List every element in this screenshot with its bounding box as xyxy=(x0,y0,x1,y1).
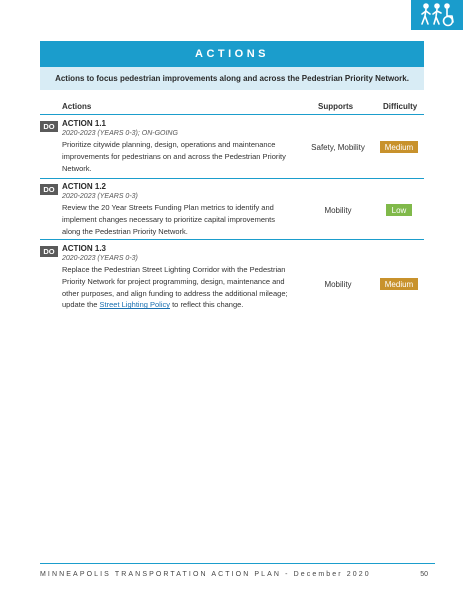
column-header-difficulty: Difficulty xyxy=(383,102,418,111)
action-description: Prioritize citywide planning, design, operations and maintenance improvements for pedestrians on and across the Pedestrian Priority Network. xyxy=(62,140,286,173)
street-lighting-policy-link[interactable]: Street Lighting Policy xyxy=(99,300,171,310)
difficulty-tag: Medium xyxy=(380,278,418,290)
footer-title: MINNEAPOLIS TRANSPORTATION ACTION PLAN - December 2020 xyxy=(40,571,371,578)
action-body xyxy=(62,119,288,174)
column-header-supports: Supports xyxy=(318,102,354,111)
action-body xyxy=(62,244,288,311)
do-badge: DO xyxy=(40,246,58,257)
action-title: ACTION 1.1 xyxy=(62,119,107,128)
difficulty-tag: Low xyxy=(386,204,412,216)
section-title: ACTIONS xyxy=(40,41,424,67)
action-description xyxy=(62,264,288,311)
page-number: 50 xyxy=(420,571,428,578)
action-supports: Safety, Mobility xyxy=(311,143,365,152)
section-badge xyxy=(411,0,463,30)
row-divider xyxy=(40,178,424,179)
action-description-text: to reflect this change. xyxy=(170,300,244,310)
action-supports: Mobility xyxy=(324,206,352,215)
do-badge: DO xyxy=(40,184,58,195)
action-timeframe: 2020-2023 (YEARS 0-3) xyxy=(62,193,138,200)
do-badge: DO xyxy=(40,121,58,132)
action-body xyxy=(62,182,288,237)
pedestrian-wheelchair-icon xyxy=(417,2,457,28)
action-supports: Mobility xyxy=(324,280,352,289)
action-title: ACTION 1.3 xyxy=(62,244,107,253)
action-title: ACTION 1.2 xyxy=(62,182,107,191)
row-divider xyxy=(40,239,424,240)
action-row xyxy=(40,181,424,239)
action-description-text: Replace the Pedestrian Street Lighting Corridor with the Pedestrian Priority Network for project programming, design, maintenance and other purposes, and align funding to address the additional mileage; update the xyxy=(62,265,288,310)
column-header-actions: Actions xyxy=(62,102,92,111)
action-description: Review the 20 Year Streets Funding Plan metrics to identify and implement changes necessary to prioritize capital improvements along the Pedestrian Priority Network. xyxy=(62,203,276,236)
header-divider xyxy=(40,114,424,115)
difficulty-tag: Medium xyxy=(380,141,418,153)
action-row xyxy=(40,118,424,178)
action-row xyxy=(40,243,424,328)
section-intro: Actions to focus pedestrian improvements along and across the Pedestrian Priority Network. xyxy=(40,67,424,90)
action-timeframe: 2020-2023 (YEARS 0-3); ON-GOING xyxy=(62,130,178,137)
footer-divider xyxy=(40,563,435,564)
action-timeframe: 2020-2023 (YEARS 0-3) xyxy=(62,255,138,262)
